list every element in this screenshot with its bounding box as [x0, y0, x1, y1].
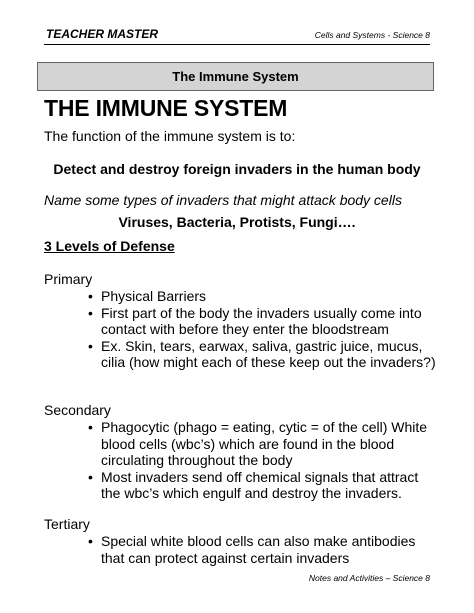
header-divider — [44, 44, 430, 45]
secondary-bullets — [88, 419, 438, 502]
page-footer: Notes and Activities – Science 8 — [308, 573, 430, 583]
list-item: • Special white blood cells can also make antibodies that can protect against certain invaders — [88, 533, 438, 566]
list-item: • Physical Barriers — [88, 288, 438, 305]
section-banner: The Immune System — [37, 62, 434, 91]
function-answer: Detect and destroy foreign invaders in the human body — [53, 161, 421, 177]
header-course: Cells and Systems - Science 8 — [314, 30, 430, 40]
primary-bullets — [88, 288, 438, 371]
level-primary-label: Primary — [44, 271, 93, 287]
invaders-prompt: Name some types of invaders that might attack body cells — [44, 192, 402, 208]
list-item: • Most invaders send off chemical signals that attract the wbc’s which engulf and destroy the invaders. — [88, 469, 438, 502]
page-title: THE IMMUNE SYSTEM — [44, 95, 288, 121]
defense-heading: 3 Levels of Defense — [44, 238, 175, 254]
header-label: TEACHER MASTER — [46, 27, 159, 41]
function-intro: The function of the immune system is to: — [44, 128, 296, 144]
level-tertiary-label: Tertiary — [44, 516, 90, 532]
list-item: • Phagocytic (phago = eating, cytic = of the cell) White blood cells (wbc’s) which are found in the blood circulating throughout the body — [88, 419, 438, 469]
list-item: • Ex. Skin, tears, earwax, saliva, gastric juice, mucus, cilia (how might each of these keep out the invaders?) — [88, 338, 438, 371]
invaders-answer: Viruses, Bacteria, Protists, Fungi…. — [118, 214, 356, 230]
tertiary-bullets — [88, 533, 438, 566]
list-item: • First part of the body the invaders usually come into contact with before they enter the bloodstream — [88, 305, 438, 338]
level-secondary-label: Secondary — [44, 402, 111, 418]
